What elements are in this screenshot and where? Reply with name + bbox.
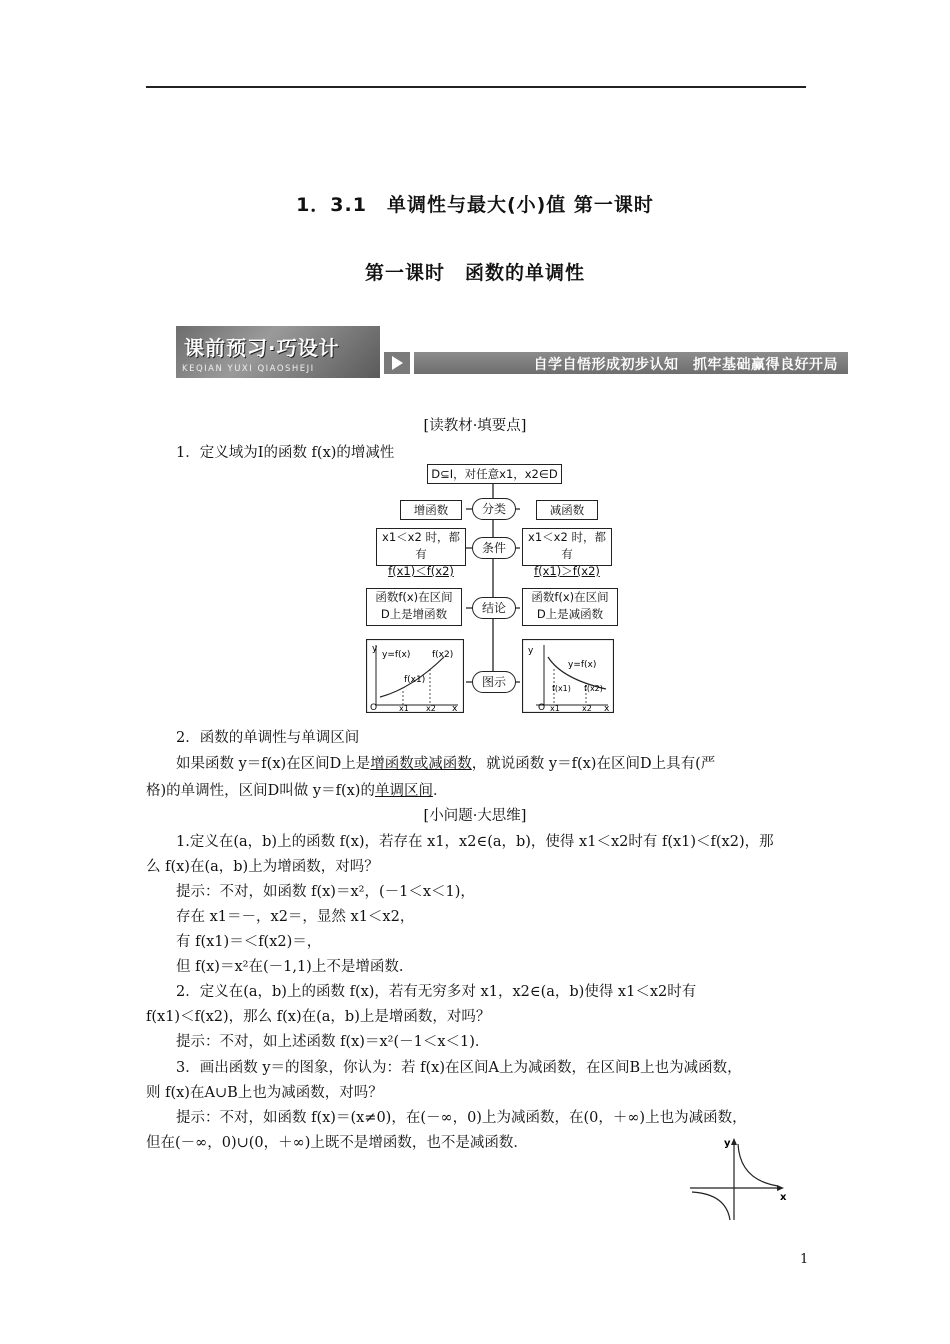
a3-line2: 但在(－∞，0)∪(0，＋∞)上既不是增函数，也不是减函数． xyxy=(146,1135,528,1151)
node-conclusion: 结论 xyxy=(472,597,516,619)
inc-graph-fn: y=f(x) xyxy=(382,650,411,660)
increasing-label: 增函数 xyxy=(400,500,462,520)
banner-pinyin: KEQIAN YUXI QIAOSHEJI xyxy=(182,364,315,374)
inc-graph-o: O xyxy=(370,703,378,713)
node-classify: 分类 xyxy=(472,498,516,520)
def2-b: ． xyxy=(432,783,448,799)
q3-line1: 3．画出函数 y＝的图象，你认为：若 f(x)在区间A上为减函数，在区间B上也为减函数， xyxy=(176,1060,742,1076)
a1-line4: 但 f(x)＝x²在(－1,1)上不是增函数. xyxy=(176,959,404,975)
inc-cond-line1: x1＜x2 时，都有 xyxy=(382,530,460,561)
inc-graph-y: y xyxy=(372,644,378,654)
item-2: 2．函数的单调性与单调区间 xyxy=(176,730,360,746)
banner-title: 课前预习·巧设计 xyxy=(184,336,340,360)
q1-line2: 么 f(x)在(a，b)上为增函数，对吗？ xyxy=(146,859,379,875)
diagram-top-box: D⊆I，对任意x1，x2∈D xyxy=(427,464,562,484)
a2-line1: 提示：不对，如上述函数 f(x)＝x²(－1＜x＜1)． xyxy=(176,1034,490,1050)
inc-graph-fx2: f(x2) xyxy=(432,650,454,660)
def2-a: 格)的单调性，区间D叫做 y＝f(x)的 xyxy=(146,783,375,799)
section-banner xyxy=(176,326,848,378)
dec-graph-fx2: f(x2) xyxy=(584,684,603,693)
dec-graph-y: y xyxy=(528,646,534,656)
inc-graph-x2: x2 xyxy=(426,704,436,713)
section-heading-read: [读教材·填要点] xyxy=(423,418,527,434)
hyperbola-graph xyxy=(688,1132,798,1224)
item-1: 1．定义域为I的函数 f(x)的增减性 xyxy=(176,445,395,461)
page-subtitle: 第一课时 函数的单调性 xyxy=(364,262,585,284)
page-title: 1．3.1 单调性与最大(小)值 第一课时 xyxy=(296,194,654,216)
banner-bar xyxy=(414,352,848,374)
dec-graph-fx1: f(x1) xyxy=(552,684,571,693)
definition-line-2 xyxy=(146,779,447,800)
q3-line2: 则 f(x)在A∪B上也为减函数，对吗？ xyxy=(146,1085,383,1101)
a1-line1: 提示：不对，如函数 f(x)＝x²，(－1＜x＜1)， xyxy=(176,884,475,900)
inc-concl-line2: D上是增函数 xyxy=(380,607,448,621)
banner-slogan: 自学自悟形成初步认知 抓牢基础赢得良好开局 xyxy=(533,357,838,373)
dec-cond-line2: f(x1)＞f(x2) xyxy=(534,564,600,578)
dec-graph-o: O xyxy=(538,703,546,713)
def1-underlined: 增函数或减函数 xyxy=(370,756,472,772)
q2-line1: 2．定义在(a，b)上的函数 f(x)，若有无穷多对 x1，x2∈(a，b)使得 x1＜x2时有 xyxy=(176,984,697,1000)
def1-a: 如果函数 y＝f(x)在区间D上是 xyxy=(176,756,371,772)
decreasing-graph xyxy=(522,639,614,713)
hyperbola-x-label: x xyxy=(780,1192,787,1203)
q2-line2: f(x1)＜f(x2)，那么 f(x)在(a，b)上是增函数，对吗？ xyxy=(146,1009,491,1025)
decreasing-conclusion xyxy=(522,588,618,626)
inc-cond-line2: f(x1)＜f(x2) xyxy=(388,564,454,578)
inc-concl-line1: 函数f(x)在区间 xyxy=(375,590,453,604)
dec-graph-x2: x2 xyxy=(582,704,592,713)
play-icon xyxy=(384,352,410,374)
inc-graph-x: x xyxy=(452,704,458,713)
header-rule xyxy=(146,86,806,88)
inc-graph-fx1: f(x1) xyxy=(404,675,426,685)
dec-graph-x: x xyxy=(604,704,610,713)
dec-concl-line2: D上是减函数 xyxy=(536,607,604,621)
page-number: 1 xyxy=(800,1252,809,1267)
definition-line-1 xyxy=(176,752,715,773)
banner-image xyxy=(176,326,380,378)
dec-concl-line1: 函数f(x)在区间 xyxy=(531,590,609,604)
node-condition: 条件 xyxy=(472,537,516,559)
dec-graph-fn: y=f(x) xyxy=(568,660,597,670)
decreasing-condition xyxy=(522,528,612,578)
decreasing-label: 减函数 xyxy=(536,500,598,520)
q1-line1: 1.定义在(a，b)上的函数 f(x)，若存在 x1，x2∈(a，b)，使得 x1＜x2时有 f(x1)＜f(x2)，那 xyxy=(176,834,774,850)
dec-graph-x1: x1 xyxy=(550,704,560,713)
node-figure: 图示 xyxy=(472,671,516,693)
a3-line1: 提示：不对，如函数 f(x)＝(x≠0)，在(－∞，0)上为减函数，在(0，＋∞)上也为减函数， xyxy=(176,1110,747,1126)
inc-graph-x1: x1 xyxy=(399,704,409,713)
def1-b: ，就说函数 y＝f(x)在区间D上具有(严 xyxy=(471,756,716,772)
hyperbola-y-label: y xyxy=(724,1138,731,1149)
def2-underlined: 单调区间 xyxy=(374,783,433,799)
a1-line3: 有 f(x1)＝＜f(x2)＝， xyxy=(176,934,322,950)
a1-line2: 存在 x1＝－，x2＝，显然 x1＜x2， xyxy=(176,909,415,925)
dec-cond-line1: x1＜x2 时，都有 xyxy=(528,530,606,561)
increasing-graph xyxy=(366,639,464,713)
section-heading-think: [小问题·大思维] xyxy=(423,808,527,824)
increasing-conclusion xyxy=(366,588,462,626)
increasing-condition xyxy=(376,528,466,578)
